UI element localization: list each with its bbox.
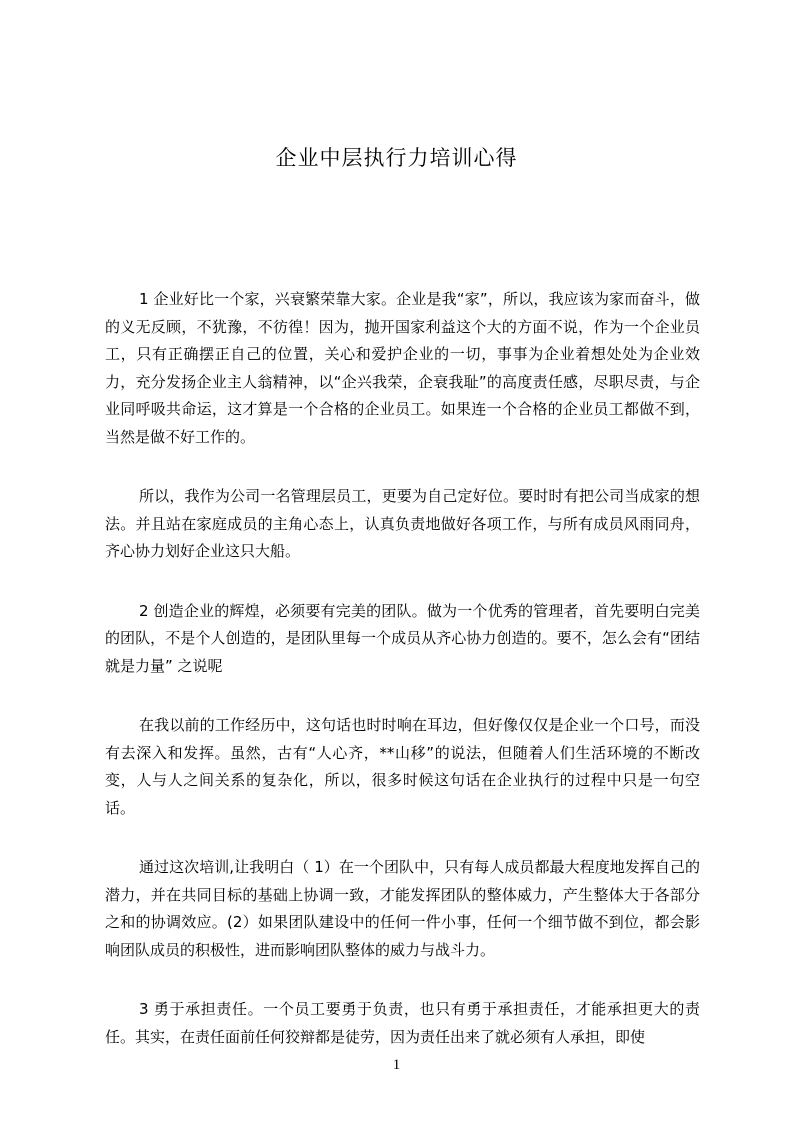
- document-title: 企业中层执行力培训心得: [275, 146, 518, 170]
- page-number: 1: [392, 1057, 401, 1073]
- paragraph-1: 1 企业好比一个家，兴衰繁荣靠大家。企业是我“家”，所以，我应该为家而奋斗，做的义无反顾，不犹豫，不彷徨！因为，抛开国家利益这个大的方面不说，作为一个企业员工，只有正确摆正自己的位置，关心和爱护企业的一切，事事为企业着想处处为企业效力，充分发扬企业主人翁精神，以“企兴我荣，企衰我耻”的高度责任感，尽职尽责，与企业同呼吸共命运，这才算是一个合格的企业员工。如果连一个合格的企业员工都做不到，当然是做不好工作的。: [105, 290, 700, 446]
- document-body: [105, 286, 700, 1083]
- paragraph-3: 2 创造企业的辉煌，必须要有完美的团队。做为一个优秀的管理者，首先要明白完美的团队，不是个人创造的，是团队里每一个成员从齐心协力创造的。要不，怎么会有“团结就是力量” 之说呢: [105, 601, 700, 675]
- paragraph-5: 通过这次培训,让我明白（ 1）在一个团队中，只有每人成员都最大程度地发挥自己的潜力，并在共同目标的基础上协调一致，才能发挥团队的整体威力，产生整体大于各部分之和的协调效应。(2）如果团队建设中的任何一件小事，任何一个细节做不到位，都会影响团队成员的积极性，进而影响团队整体的威力与战斗力。: [105, 858, 700, 959]
- paragraph-2: 所以，我作为公司一名管理层员工，更要为自己定好位。要时时有把公司当成家的想法。并且站在家庭成员的主角心态上，认真负责地做好各项工作，与所有成员风雨同舟，齐心协力划好企业这只大船。: [105, 487, 700, 560]
- paragraph-4: 在我以前的工作经历中，这句话也时时响在耳边，但好像仅仅是企业一个口号，而没有去深入和发挥。虽然，古有“人心齐，**山移”的说法，但随着人们生活环境的不断改变，人与人之间关系的复杂化，所以，很多时候这句话在企业执行的过程中只是一句空话。: [105, 716, 700, 817]
- paragraph-6: 3 勇于承担责任。一个员工要勇于负责，也只有勇于承担责任，才能承担更大的责任。其实，在责任面前任何狡辩都是徒劳，因为责任出来了就必须有人承担，即使: [105, 1000, 700, 1046]
